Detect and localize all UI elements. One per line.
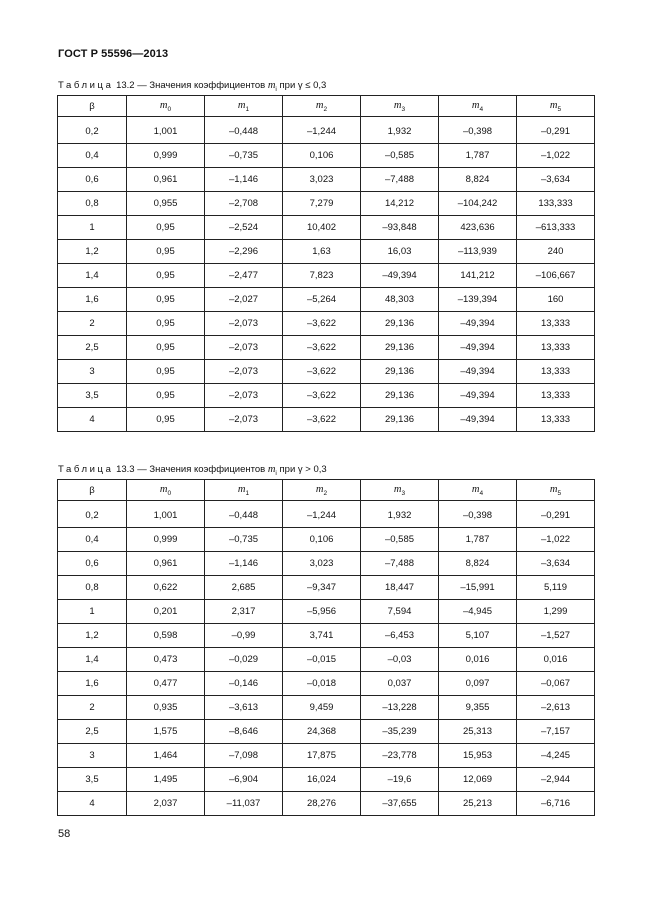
coefficient-cell: 3,023 — [283, 552, 361, 576]
table1-caption-cond: при γ ≤ 0,3 — [279, 80, 327, 91]
table-row — [58, 501, 595, 528]
coefficient-cell: –1,146 — [205, 552, 283, 576]
table2-col-header-label: m — [159, 483, 168, 495]
coefficient-cell: –0,067 — [517, 672, 595, 696]
coefficient-cell: 29,136 — [361, 312, 439, 336]
coefficient-cell: 13,333 — [517, 408, 595, 432]
coefficient-cell: –4,245 — [517, 744, 595, 768]
table-row — [58, 360, 595, 384]
table1-caption-word: Таблица — [58, 80, 114, 91]
coefficient-cell: 16,03 — [361, 240, 439, 264]
table1-col-header — [205, 96, 283, 117]
coefficient-cell: –1,527 — [517, 624, 595, 648]
coefficient-cell: 0,473 — [127, 648, 205, 672]
beta-cell: 3 — [58, 744, 127, 768]
coefficient-cell: 7,823 — [283, 264, 361, 288]
table2-header-row — [58, 480, 595, 501]
coefficient-cell: 0,016 — [517, 648, 595, 672]
coefficient-cell: –0,99 — [205, 624, 283, 648]
beta-cell: 1,4 — [58, 648, 127, 672]
table2-caption-sub: i — [275, 469, 277, 477]
coefficient-cell: –2,073 — [205, 384, 283, 408]
coefficient-cell: –3,634 — [517, 552, 595, 576]
coefficient-cell: 1,932 — [361, 117, 439, 144]
coefficient-cell: –139,394 — [439, 288, 517, 312]
coefficient-cell: 7,279 — [283, 192, 361, 216]
coefficient-cell: 0,999 — [127, 528, 205, 552]
beta-cell: 4 — [58, 408, 127, 432]
table2-col-header — [58, 480, 127, 501]
coefficient-cell: –0,018 — [283, 672, 361, 696]
table2-col-header-sub: 4 — [479, 489, 484, 497]
coefficient-cell: 1,787 — [439, 528, 517, 552]
table-row — [58, 792, 595, 816]
coefficient-cell: –2,524 — [205, 216, 283, 240]
table2-col-header — [127, 480, 205, 501]
coefficient-cell: 0,95 — [127, 360, 205, 384]
table-row — [58, 384, 595, 408]
table1-col-header-label: m — [549, 99, 558, 111]
coefficient-cell: 7,594 — [361, 600, 439, 624]
beta-cell: 1 — [58, 600, 127, 624]
coefficient-cell: 10,402 — [283, 216, 361, 240]
coefficient-cell: 3,023 — [283, 168, 361, 192]
coefficient-cell: 240 — [517, 240, 595, 264]
coefficient-cell: –2,708 — [205, 192, 283, 216]
coefficient-cell: 0,622 — [127, 576, 205, 600]
coefficient-cell: 0,106 — [283, 528, 361, 552]
coefficient-cell: 17,875 — [283, 744, 361, 768]
table1-col-header — [439, 96, 517, 117]
table2-col-header-label: m — [393, 483, 402, 495]
coefficient-cell: –0,448 — [205, 117, 283, 144]
coefficient-cell: –93,848 — [361, 216, 439, 240]
coefficient-cell: –0,585 — [361, 144, 439, 168]
table-row — [58, 216, 595, 240]
coefficient-cell: –2,073 — [205, 360, 283, 384]
coefficient-cell: 423,636 — [439, 216, 517, 240]
coefficient-cell: –1,244 — [283, 117, 361, 144]
coefficient-cell: 0,598 — [127, 624, 205, 648]
beta-cell: 1,4 — [58, 264, 127, 288]
coefficient-cell: –0,735 — [205, 144, 283, 168]
coefficient-cell: –6,453 — [361, 624, 439, 648]
coefficient-cell: –2,073 — [205, 408, 283, 432]
coefficient-cell: –49,394 — [361, 264, 439, 288]
table-row — [58, 576, 595, 600]
coefficient-cell: 13,333 — [517, 384, 595, 408]
coefficient-cell: –0,448 — [205, 501, 283, 528]
coefficient-cell: 2,685 — [205, 576, 283, 600]
coefficient-cell: 1,464 — [127, 744, 205, 768]
table2-caption-text: — Значения коэффициентов — [137, 464, 266, 475]
coefficient-cell: –3,622 — [283, 408, 361, 432]
document-header: ГОСТ Р 55596—2013 — [58, 48, 169, 60]
coefficient-cell: 25,313 — [439, 720, 517, 744]
beta-cell: 0,6 — [58, 552, 127, 576]
coefficient-cell: 0,961 — [127, 168, 205, 192]
table1-col-header-sub: 3 — [401, 105, 406, 113]
table1-caption — [58, 80, 326, 93]
beta-cell: 2,5 — [58, 336, 127, 360]
coefficient-cell: –104,242 — [439, 192, 517, 216]
coefficient-cell: 8,824 — [439, 168, 517, 192]
table1-col-header-label: m — [471, 99, 480, 111]
coefficient-cell: –0,398 — [439, 117, 517, 144]
table1-col-header — [517, 96, 595, 117]
table-row — [58, 744, 595, 768]
coefficient-cell: 29,136 — [361, 384, 439, 408]
coefficient-cell: –2,073 — [205, 336, 283, 360]
coefficient-cell: 0,955 — [127, 192, 205, 216]
coefficient-cell: 29,136 — [361, 360, 439, 384]
table-row — [58, 144, 595, 168]
beta-cell: 3 — [58, 360, 127, 384]
coefficient-cell: –3,622 — [283, 384, 361, 408]
coefficient-cell: –2,073 — [205, 312, 283, 336]
table1-col-header-sub: 5 — [557, 105, 562, 113]
coefficient-cell: –35,239 — [361, 720, 439, 744]
table2-col-header — [205, 480, 283, 501]
coefficient-cell: 0,95 — [127, 408, 205, 432]
coefficient-cell: 133,333 — [517, 192, 595, 216]
table2-col-header-sub: 2 — [323, 489, 328, 497]
coefficient-cell: –49,394 — [439, 408, 517, 432]
coefficient-cell: 9,355 — [439, 696, 517, 720]
coefficient-cell: –4,945 — [439, 600, 517, 624]
coefficient-cell: 1,575 — [127, 720, 205, 744]
table1-col-header-sub: 0 — [167, 105, 172, 113]
coefficient-cell: 5,107 — [439, 624, 517, 648]
coefficient-cell: 1,299 — [517, 600, 595, 624]
beta-cell: 1 — [58, 216, 127, 240]
table2 — [57, 479, 595, 816]
coefficient-cell: 15,953 — [439, 744, 517, 768]
coefficient-cell: –2,944 — [517, 768, 595, 792]
coefficient-cell: –3,622 — [283, 336, 361, 360]
beta-cell: 1,2 — [58, 624, 127, 648]
table-row — [58, 288, 595, 312]
coefficient-cell: –23,778 — [361, 744, 439, 768]
coefficient-cell: 25,213 — [439, 792, 517, 816]
coefficient-cell: 0,95 — [127, 312, 205, 336]
table2-col-header-sub: 1 — [245, 489, 250, 497]
coefficient-cell: –13,228 — [361, 696, 439, 720]
coefficient-cell: 0,201 — [127, 600, 205, 624]
beta-cell: 0,2 — [58, 117, 127, 144]
coefficient-cell: 24,368 — [283, 720, 361, 744]
coefficient-cell: 9,459 — [283, 696, 361, 720]
table-row — [58, 720, 595, 744]
coefficient-cell: 5,119 — [517, 576, 595, 600]
coefficient-cell: 0,95 — [127, 264, 205, 288]
coefficient-cell: 14,212 — [361, 192, 439, 216]
coefficient-cell: –7,488 — [361, 552, 439, 576]
coefficient-cell: 0,016 — [439, 648, 517, 672]
coefficient-cell: 0,097 — [439, 672, 517, 696]
table1-col-header — [127, 96, 205, 117]
beta-cell: 0,6 — [58, 168, 127, 192]
coefficient-cell: 0,95 — [127, 384, 205, 408]
table-row — [58, 192, 595, 216]
coefficient-cell: –0,291 — [517, 501, 595, 528]
beta-cell: 1,2 — [58, 240, 127, 264]
coefficient-cell: 0,95 — [127, 216, 205, 240]
table1-col-header-label: β — [89, 100, 95, 112]
table1-header-row — [58, 96, 595, 117]
coefficient-cell: 3,741 — [283, 624, 361, 648]
coefficient-cell: 1,932 — [361, 501, 439, 528]
coefficient-cell: –9,347 — [283, 576, 361, 600]
table1-caption-sub: i — [275, 85, 277, 93]
beta-cell: 0,8 — [58, 576, 127, 600]
coefficient-cell: –15,991 — [439, 576, 517, 600]
table1-col-header — [283, 96, 361, 117]
beta-cell: 0,8 — [58, 192, 127, 216]
coefficient-cell: –6,716 — [517, 792, 595, 816]
table1-caption-var: m — [267, 80, 276, 91]
coefficient-cell: –49,394 — [439, 360, 517, 384]
table-row — [58, 408, 595, 432]
beta-cell: 0,4 — [58, 528, 127, 552]
coefficient-cell: –2,296 — [205, 240, 283, 264]
coefficient-cell: –3,622 — [283, 360, 361, 384]
table-row — [58, 336, 595, 360]
table1-caption-text: — Значения коэффициентов — [137, 80, 266, 91]
table2-col-header-sub: 0 — [167, 489, 172, 497]
coefficient-cell: 8,824 — [439, 552, 517, 576]
page-number: 58 — [58, 828, 71, 840]
coefficient-cell: 13,333 — [517, 360, 595, 384]
coefficient-cell: 12,069 — [439, 768, 517, 792]
table-row — [58, 240, 595, 264]
coefficient-cell: –3,634 — [517, 168, 595, 192]
table1-col-header — [58, 96, 127, 117]
coefficient-cell: 160 — [517, 288, 595, 312]
table1-col-header — [361, 96, 439, 117]
coefficient-cell: –7,488 — [361, 168, 439, 192]
coefficient-cell: 1,63 — [283, 240, 361, 264]
coefficient-cell: –19,6 — [361, 768, 439, 792]
table-row — [58, 768, 595, 792]
coefficient-cell: –37,655 — [361, 792, 439, 816]
coefficient-cell: 1,495 — [127, 768, 205, 792]
coefficient-cell: –8,646 — [205, 720, 283, 744]
coefficient-cell: 1,001 — [127, 117, 205, 144]
coefficient-cell: –1,022 — [517, 144, 595, 168]
coefficient-cell: –2,613 — [517, 696, 595, 720]
table1-col-header-sub: 1 — [245, 105, 250, 113]
table2-caption-cond: при γ > 0,3 — [279, 464, 327, 475]
coefficient-cell: 29,136 — [361, 336, 439, 360]
coefficient-cell: –1,022 — [517, 528, 595, 552]
coefficient-cell: –106,667 — [517, 264, 595, 288]
coefficient-cell: 0,95 — [127, 288, 205, 312]
table-row — [58, 600, 595, 624]
coefficient-cell: –0,585 — [361, 528, 439, 552]
coefficient-cell: –0,03 — [361, 648, 439, 672]
coefficient-cell: 141,212 — [439, 264, 517, 288]
table-row — [58, 552, 595, 576]
table2-col-header-label: m — [237, 483, 246, 495]
beta-cell: 3,5 — [58, 384, 127, 408]
table2-col-header — [439, 480, 517, 501]
table2-col-header-label: m — [549, 483, 558, 495]
table1-col-header-sub: 2 — [323, 105, 328, 113]
beta-cell: 1,6 — [58, 288, 127, 312]
table2-caption-word: Таблица — [58, 464, 114, 475]
coefficient-cell: 2,037 — [127, 792, 205, 816]
beta-cell: 2 — [58, 696, 127, 720]
table2-caption-var: m — [267, 464, 276, 475]
coefficient-cell: –5,264 — [283, 288, 361, 312]
table-row — [58, 168, 595, 192]
coefficient-cell: 0,477 — [127, 672, 205, 696]
table1 — [57, 95, 595, 432]
coefficient-cell: 1,787 — [439, 144, 517, 168]
table2-col-header-sub: 3 — [401, 489, 406, 497]
coefficient-cell: 1,001 — [127, 501, 205, 528]
table1-col-header-label: m — [159, 99, 168, 111]
coefficient-cell: 0,961 — [127, 552, 205, 576]
coefficient-cell: –11,037 — [205, 792, 283, 816]
beta-cell: 0,2 — [58, 501, 127, 528]
coefficient-cell: –1,146 — [205, 168, 283, 192]
coefficient-cell: 16,024 — [283, 768, 361, 792]
coefficient-cell: –7,098 — [205, 744, 283, 768]
coefficient-cell: –113,939 — [439, 240, 517, 264]
coefficient-cell: 0,999 — [127, 144, 205, 168]
coefficient-cell: 0,106 — [283, 144, 361, 168]
coefficient-cell: 29,136 — [361, 408, 439, 432]
beta-cell: 2,5 — [58, 720, 127, 744]
coefficient-cell: –0,291 — [517, 117, 595, 144]
table2-col-header-label: m — [315, 483, 324, 495]
table-row — [58, 624, 595, 648]
coefficient-cell: 0,95 — [127, 240, 205, 264]
beta-cell: 3,5 — [58, 768, 127, 792]
coefficient-cell: 28,276 — [283, 792, 361, 816]
table-row — [58, 528, 595, 552]
table-row — [58, 696, 595, 720]
table-row — [58, 672, 595, 696]
coefficient-cell: 0,95 — [127, 336, 205, 360]
coefficient-cell: –613,333 — [517, 216, 595, 240]
table-row — [58, 117, 595, 144]
table2-col-header — [361, 480, 439, 501]
beta-cell: 2 — [58, 312, 127, 336]
coefficient-cell: –0,398 — [439, 501, 517, 528]
coefficient-cell: –49,394 — [439, 384, 517, 408]
table2-col-header — [517, 480, 595, 501]
coefficient-cell: –0,015 — [283, 648, 361, 672]
table-row — [58, 312, 595, 336]
table1-col-header-label: m — [393, 99, 402, 111]
coefficient-cell: –1,244 — [283, 501, 361, 528]
coefficient-cell: –2,477 — [205, 264, 283, 288]
coefficient-cell: –5,956 — [283, 600, 361, 624]
coefficient-cell: –0,735 — [205, 528, 283, 552]
table1-col-header-sub: 4 — [479, 105, 484, 113]
coefficient-cell: –2,027 — [205, 288, 283, 312]
table2-caption-number: 13.3 — [116, 464, 135, 475]
table1-caption-number: 13.2 — [116, 80, 135, 91]
table2-col-header-label: m — [471, 483, 480, 495]
coefficient-cell: 0,935 — [127, 696, 205, 720]
coefficient-cell: 13,333 — [517, 312, 595, 336]
beta-cell: 0,4 — [58, 144, 127, 168]
table1-col-header-label: m — [237, 99, 246, 111]
coefficient-cell: –0,029 — [205, 648, 283, 672]
coefficient-cell: –3,613 — [205, 696, 283, 720]
coefficient-cell: –6,904 — [205, 768, 283, 792]
coefficient-cell: 48,303 — [361, 288, 439, 312]
table2-col-header — [283, 480, 361, 501]
coefficient-cell: 13,333 — [517, 336, 595, 360]
table-row — [58, 648, 595, 672]
coefficient-cell: –0,146 — [205, 672, 283, 696]
beta-cell: 4 — [58, 792, 127, 816]
coefficient-cell: –49,394 — [439, 312, 517, 336]
coefficient-cell: –3,622 — [283, 312, 361, 336]
table2-caption — [58, 464, 327, 477]
beta-cell: 1,6 — [58, 672, 127, 696]
coefficient-cell: 0,037 — [361, 672, 439, 696]
table1-col-header-label: m — [315, 99, 324, 111]
table2-col-header-label: β — [89, 484, 95, 496]
table-row — [58, 264, 595, 288]
coefficient-cell: 2,317 — [205, 600, 283, 624]
coefficient-cell: 18,447 — [361, 576, 439, 600]
coefficient-cell: –7,157 — [517, 720, 595, 744]
table2-col-header-sub: 5 — [557, 489, 562, 497]
coefficient-cell: –49,394 — [439, 336, 517, 360]
